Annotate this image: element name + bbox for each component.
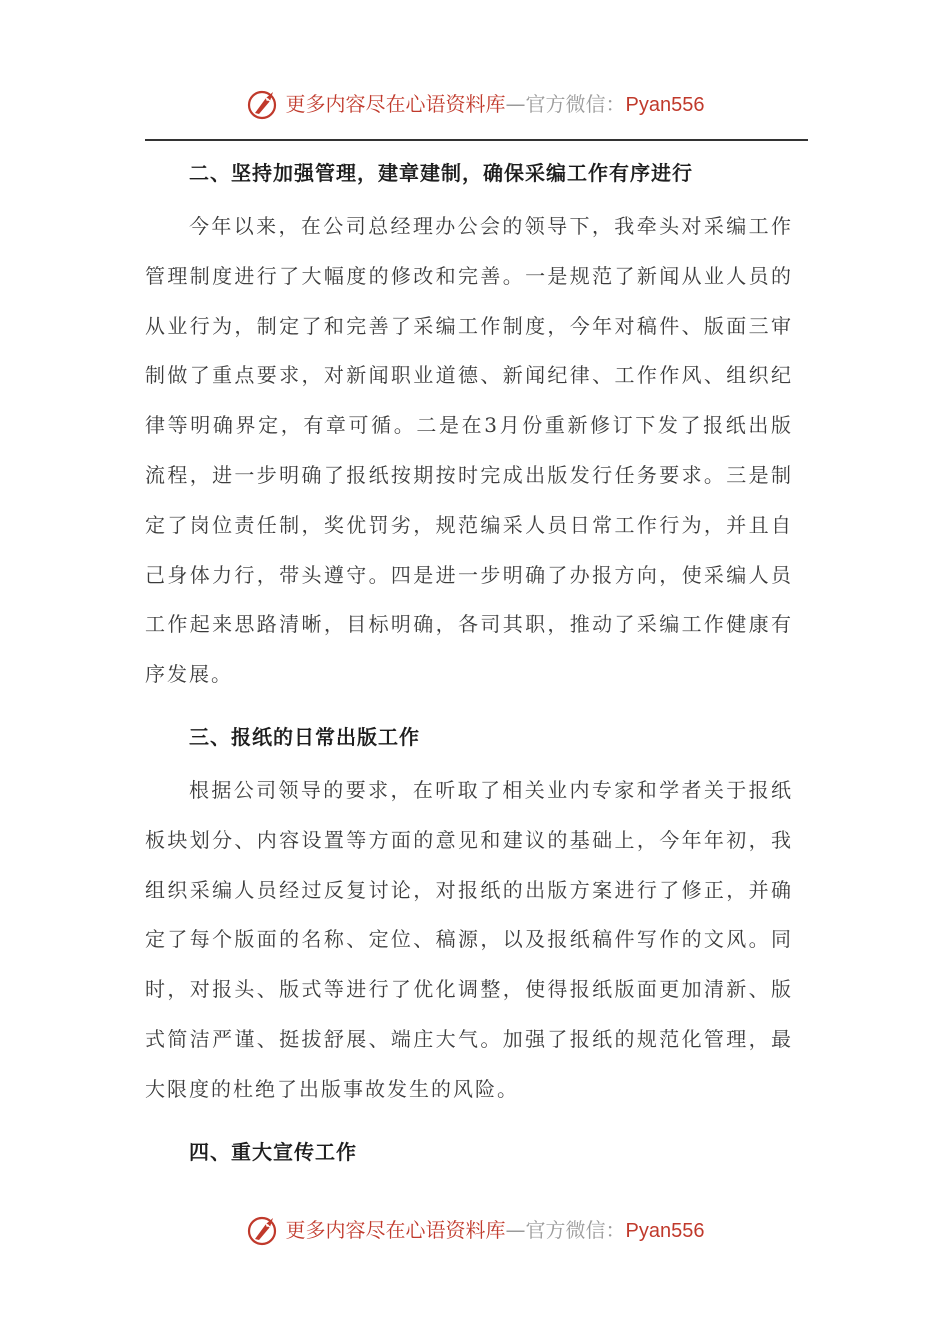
pen-nib-logo-icon xyxy=(246,1212,282,1248)
header-banner-text xyxy=(285,91,705,116)
header-banner xyxy=(0,84,950,124)
header-divider xyxy=(145,139,808,141)
header-wechat-label: 官方微信： xyxy=(525,91,626,116)
header-wechat-id: Pyan556 xyxy=(625,93,705,116)
footer-separator: — xyxy=(505,1217,526,1242)
footer-wechat-id: Pyan556 xyxy=(625,1219,705,1242)
header-separator: — xyxy=(505,91,526,116)
footer-site-name: 更多内容尽在心语资料库 xyxy=(285,1217,506,1242)
footer-wechat-label: 官方微信： xyxy=(525,1217,626,1242)
section-heading-3: 三、报纸的日常出版工作 xyxy=(189,724,420,749)
header-site-name: 更多内容尽在心语资料库 xyxy=(285,91,506,116)
section-heading-4: 四、重大宣传工作 xyxy=(189,1139,357,1164)
section-paragraph-2: 今年以来，在公司总经理办公会的领导下，我牵头对采编工作管理制度进行了大幅度的修改和完善。一是规范了新闻从业人员的从业行为，制定了和完善了采编工作制度，今年对稿件、版面三审制做了重点要求，对新闻职业道德、新闻纪律、工作作风、组织纪律等明确界定，有章可循。二是在3月份重新修订下发了报纸出版流程，进一步明确了报纸按期按时完成出版发行任务要求。三是制定了岗位责任制，奖优罚劣，规范编采人员日常工作行为，并且自己身体力行，带头遵守。四是进一步明确了办报方向，使采编人员工作起来思路清晰，目标明确，各司其职，推动了采编工作健康有序发展。 xyxy=(145,214,793,687)
document-body xyxy=(145,152,793,1171)
pen-nib-logo-icon xyxy=(246,86,282,122)
footer-banner-text xyxy=(285,1217,705,1242)
footer-banner xyxy=(0,1210,950,1250)
section-heading-2: 二、坚持加强管理，建章建制，确保采编工作有序进行 xyxy=(189,161,693,185)
section-paragraph-3: 根据公司领导的要求，在听取了相关业内专家和学者关于报纸板块划分、内容设置等方面的意见和建议的基础上，今年年初，我组织采编人员经过反复讨论，对报纸的出版方案进行了修正，并确定了每个版面的名称、定位、稿源，以及报纸稿件写作的文风。同时，对报头、版式等进行了优化调整，使得报纸版面更加清新、版式简洁严谨、挺拔舒展、端庄大气。加强了报纸的规范化管理，最大限度的杜绝了出版事故发生的风险。 xyxy=(145,777,793,1101)
